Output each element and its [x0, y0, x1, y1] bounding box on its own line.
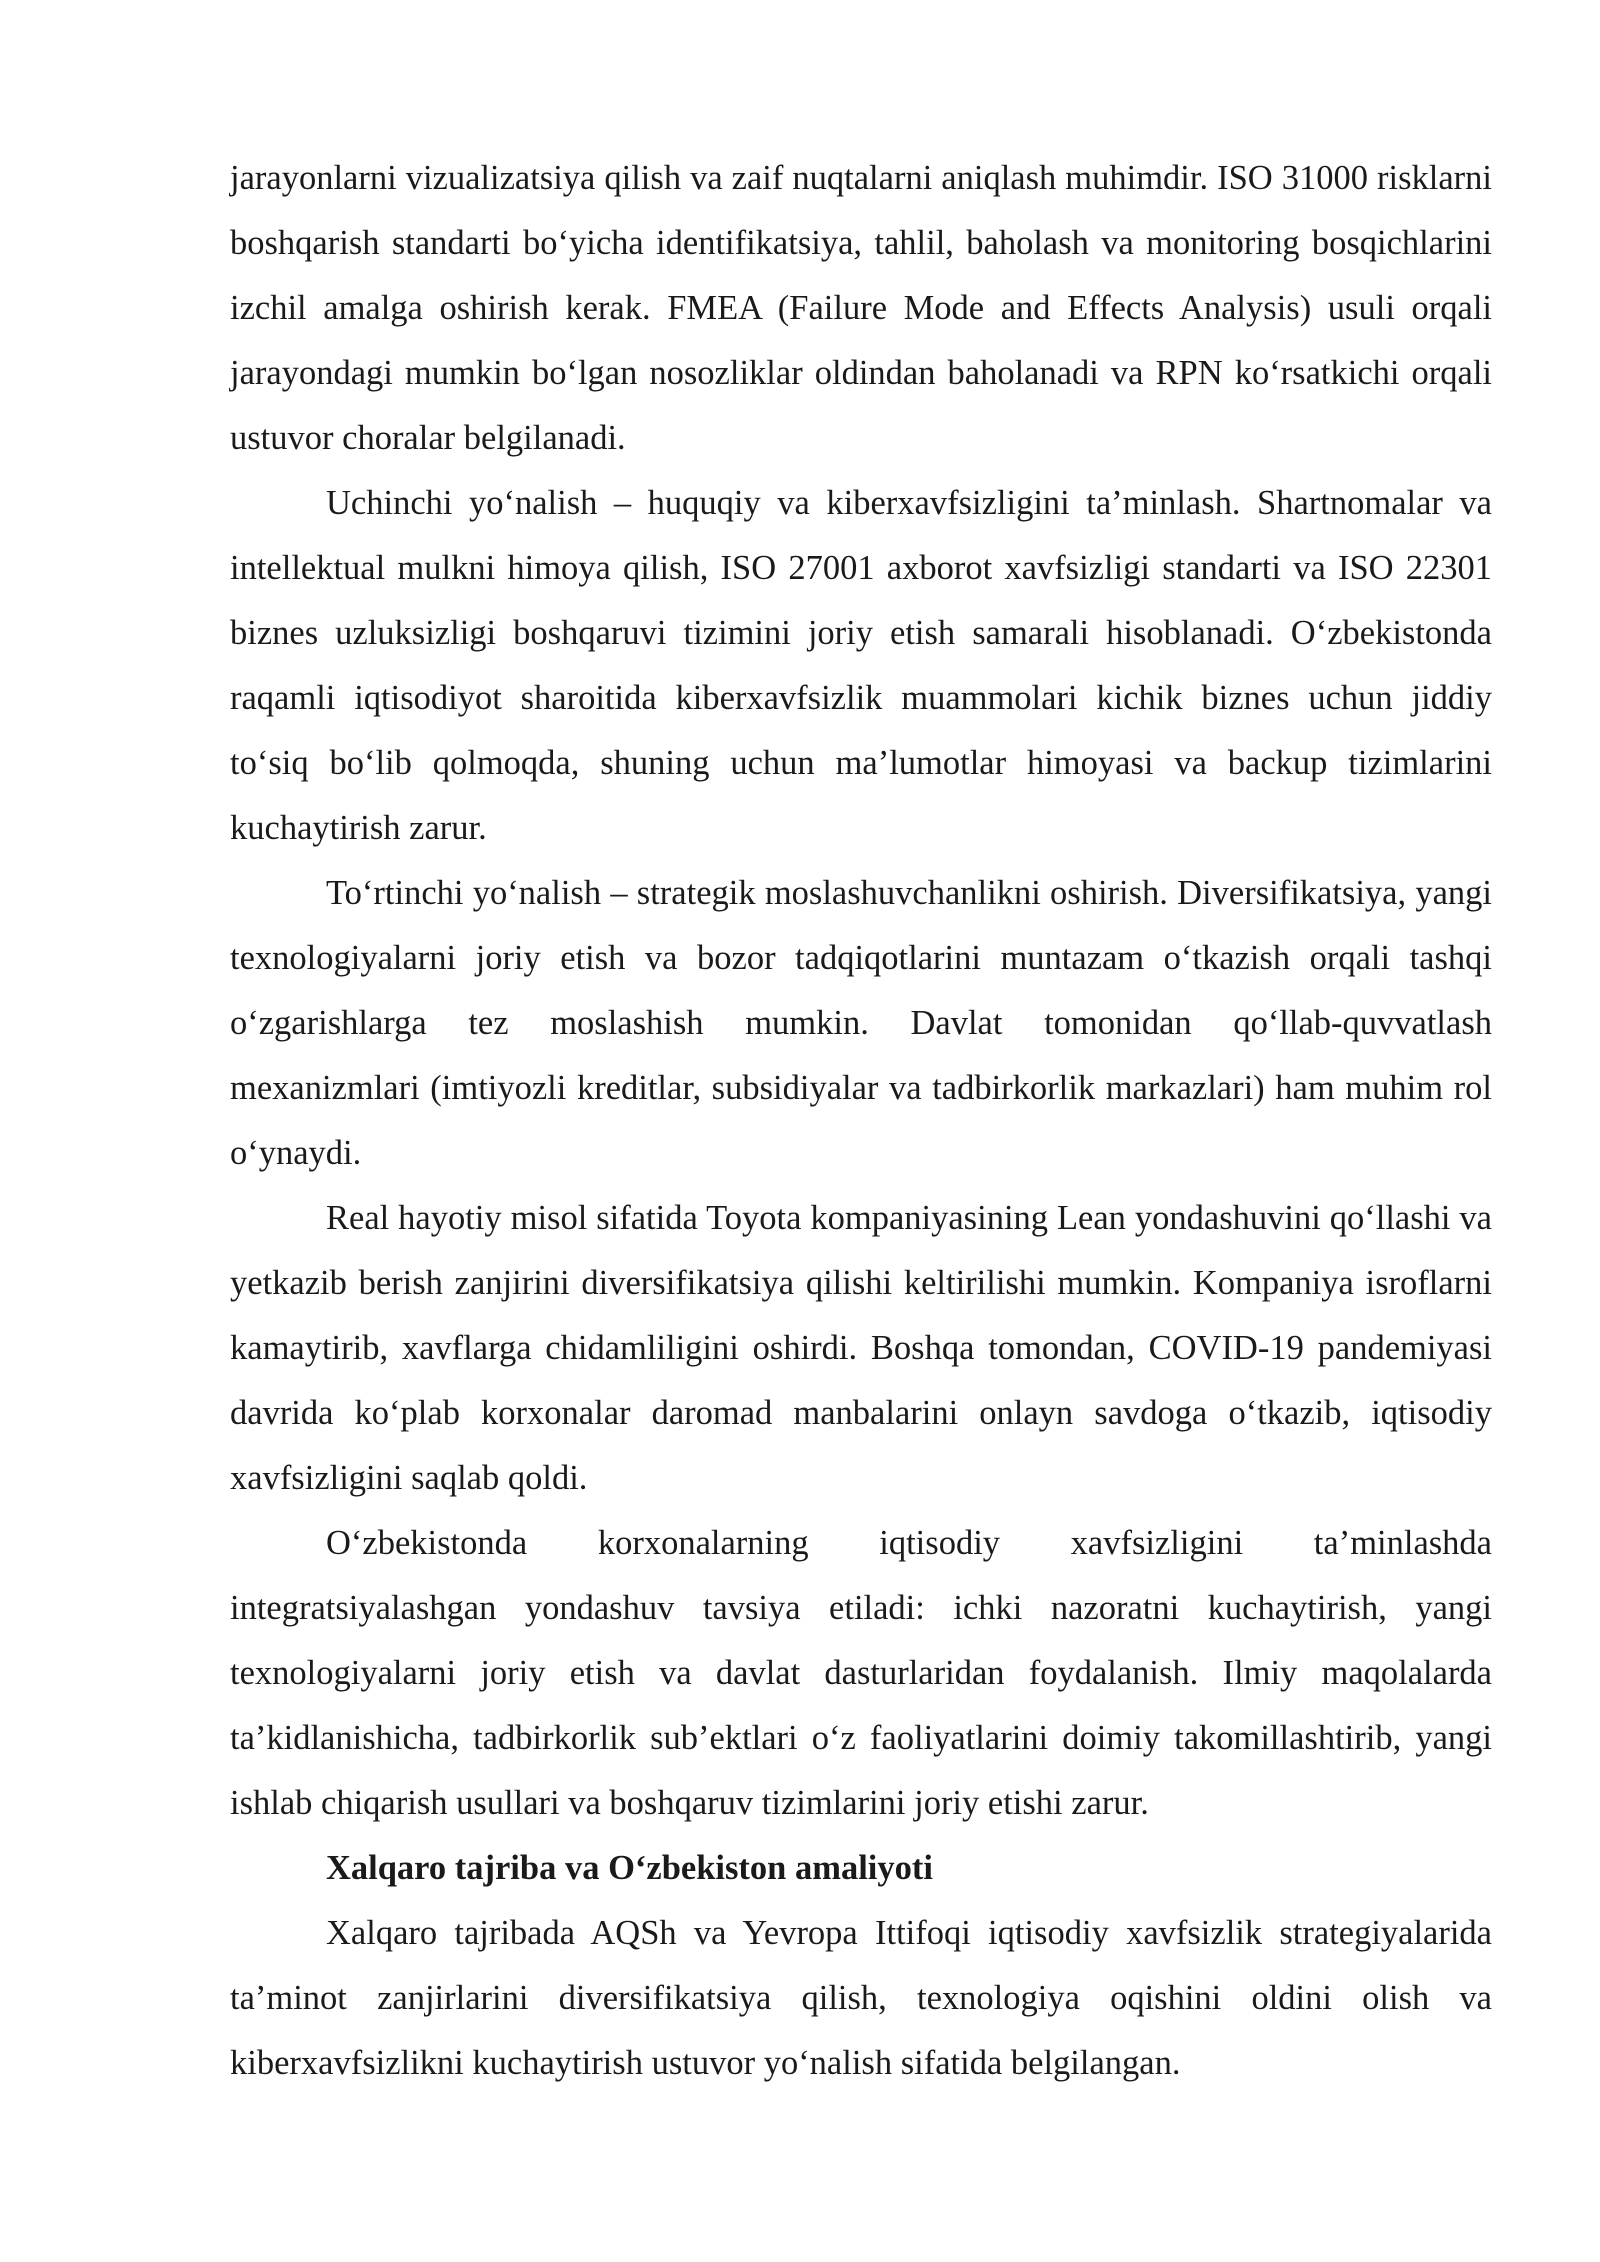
paragraph-continuation: jarayonlarni vizualizatsiya qilish va zaif nuqtalarni aniqlash muhimdir. ISO 31000 risklarni boshqarish standarti bo‘yicha identifikatsiya, tahlil, baholash va monitoring bosqichlarini izchil amalga oshirish kerak. FMEA (Failure Mode and Effects Analysis) usuli orqali jarayondagi mumkin bo‘lgan nosozliklar oldindan baholanadi va RPN ko‘rsatkichi orqali ustuvor choralar belgilanadi. [230, 159, 1492, 457]
paragraph-uzbekistan-approach: O‘zbekistonda korxonalarning iqtisodiy xavfsizligini ta’minlashda integratsiyalashgan yondashuv tavsiya etiladi: ichki nazoratni kuchaytirish, yangi texnologiyalarni joriy etish va davlat dasturlaridan foydalanish. Ilmiy maqolalarda ta’kidlanishicha, tadbirkorlik sub’ektlari o‘z faoliyatlarini doimiy takomillashtirib, yangi ishlab chiqarish usullari va boshqaruv tizimlarini joriy etishi zarur. [230, 1524, 1492, 1822]
section-heading: Xalqaro tajriba va O‘zbekiston amaliyoti [326, 1849, 933, 1887]
paragraph-real-life-example: Real hayotiy misol sifatida Toyota kompaniyasining Lean yondashuvini qo‘llashi va yetkazib berish zanjirini diversifikatsiya qilishi keltirilishi mumkin. Kompaniya isroflarni kamaytirib, xavflarga chidamliligini oshirdi. Boshqa tomondan, COVID-19 pandemiyasi davrida ko‘plab korxonalar daromad manbalarini onlayn savdoga o‘tkazib, iqtisodiy xavfsizligini saqlab qoldi. [230, 1199, 1492, 1497]
paragraph-international-experience: Xalqaro tajribada AQSh va Yevropa Ittifoqi iqtisodiy xavfsizlik strategiyalarida ta’minot zanjirlarini diversifikatsiya qilish, texnologiya oqishini oldini olish va kiberxavfsizlikni kuchaytirish ustuvor yo‘nalish sifatida belgilangan. [230, 1914, 1492, 2082]
body-text [230, 146, 1492, 2096]
paragraph-strategic-flexibility: To‘rtinchi yo‘nalish – strategik moslashuvchanlikni oshirish. Diversifikatsiya, yangi texnologiyalarni joriy etish va bozor tadqiqotlarini muntazam o‘tkazish orqali tashqi o‘zgarishlarga tez moslashish mumkin. Davlat tomonidan qo‘llab-quvvatlash mexanizmlari (imtiyozli kreditlar, subsidiyalar va tadbirkorlik markazlari) ham muhim rol o‘ynaydi. [230, 874, 1492, 1172]
paragraph-legal-cybersecurity: Uchinchi yo‘nalish – huquqiy va kiberxavfsizligini ta’minlash. Shartnomalar va intellektual mulkni himoya qilish, ISO 27001 axborot xavfsizligi standarti va ISO 22301 biznes uzluksizligi boshqaruvi tizimini joriy etish samarali hisoblanadi. O‘zbekistonda raqamli iqtisodiyot sharoitida kiberxavfsizlik muammolari kichik biznes uchun jiddiy to‘siq bo‘lib qolmoqda, shuning uchun ma’lumotlar himoyasi va backup tizimlarini kuchaytirish zarur. [230, 484, 1492, 847]
